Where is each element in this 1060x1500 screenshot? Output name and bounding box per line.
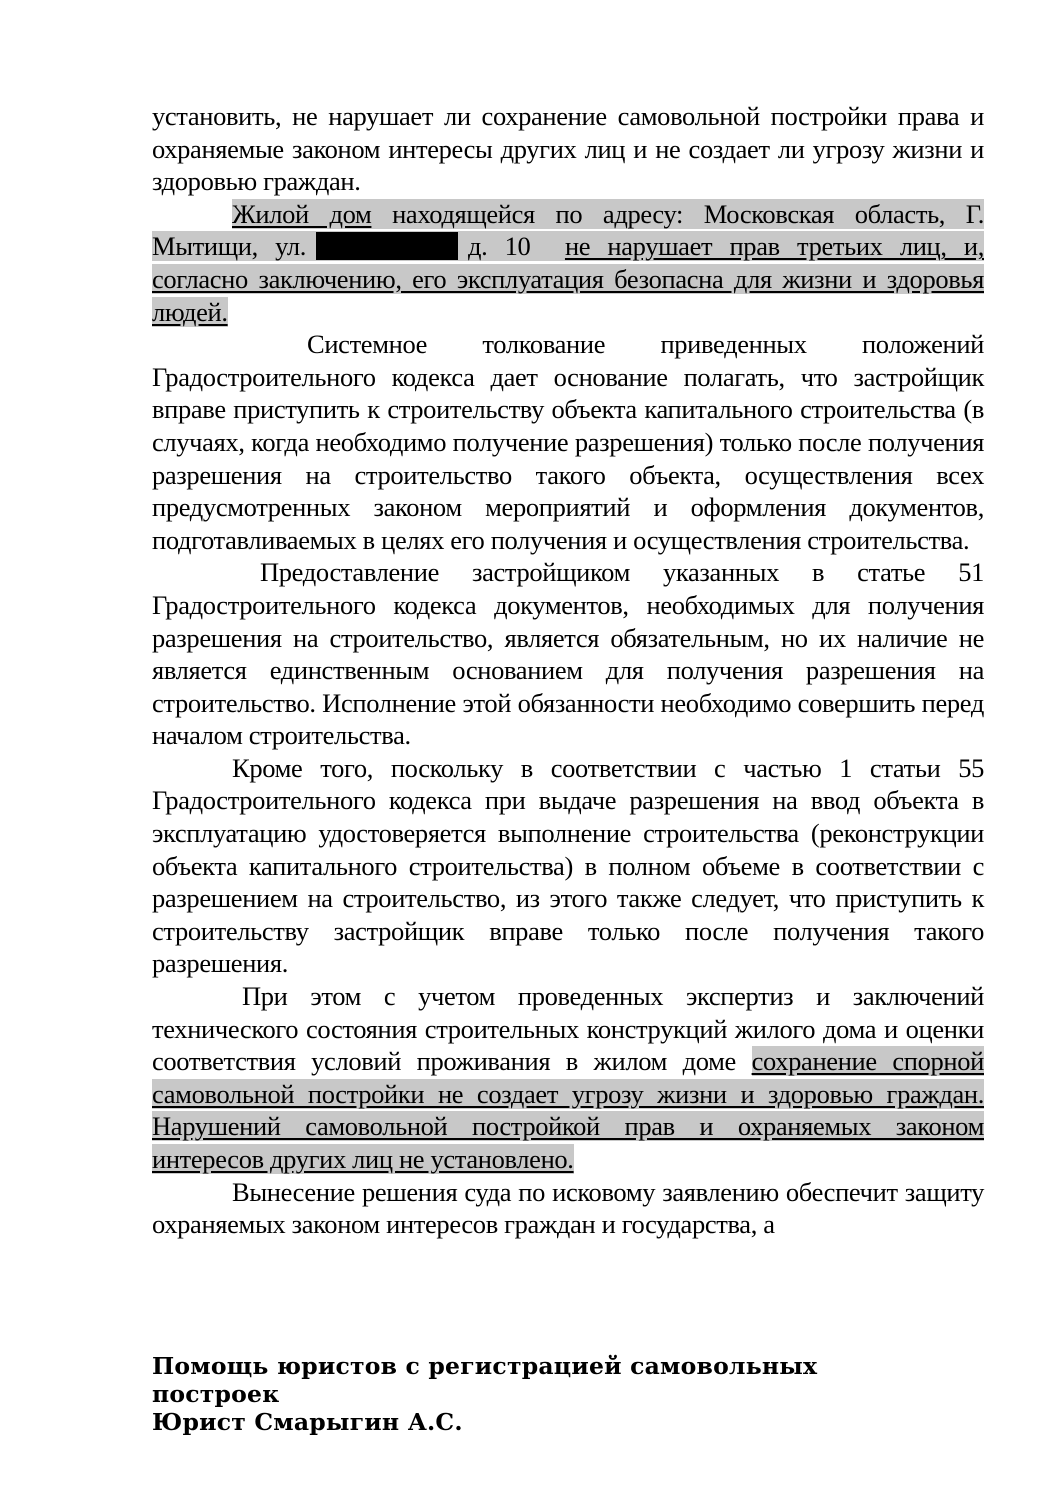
footer-heading-line-2: построек: [152, 1380, 280, 1408]
highlighted-conclusion: сохранение спорной самовольной постройки не создает угрозу жизни и здоровью граждан. Нарушений самовольной постройкой прав и охраняемых законом интересов других лиц не установлено.: [152, 1046, 984, 1174]
underlined-conclusion: не нарушает прав третьих лиц, и, согласно заключению, его эксплуатация безопасна для жизни и здоровья людей.: [152, 231, 984, 327]
document-body: [152, 100, 984, 1241]
footer-heading-line-1: Помощь юристов с регистрацией самовольных: [152, 1352, 818, 1380]
redacted-street-name: [316, 232, 458, 260]
paragraph-7: Вынесение решения суда по исковому заявлению обеспечит защиту охраняемых законом интересов граждан и государства, а: [152, 1176, 984, 1240]
highlighted-passage: [152, 199, 984, 327]
house-number: д. 10: [468, 231, 531, 262]
paragraph-6-plain: При этом с учетом проведенных экспертиз и заключений технического состояния строительных конструкций жилого дома и оценки соответствия условий проживания в жилом доме: [152, 981, 984, 1077]
paragraph-5: Кроме того, поскольку в соответствии с частью 1 статьи 55 Градостроительного кодекса при выдаче разрешения на ввод объекта в эксплуатацию удостоверяется выполнение строительства (реконструкции объекта капитального строительства) в полном объеме в соответствии с разрешением на строительство, из этого также следует, что приступить к строительству застройщик вправе только после получения такого разрешения.: [152, 752, 984, 979]
footer-signature: [152, 1352, 817, 1436]
footer-author: Юрист Смарыгин А.С.: [152, 1408, 463, 1436]
paragraph-2: [152, 198, 984, 328]
paragraph-4: Предоставление застройщиком указанных в статье 51 Градостроительного кодекса документов, необходимых для получения разрешения на строительство, является обязательным, но их наличие не является единственным основанием для получения разрешения на строительство. Исполнение этой обязанности необходимо совершить перед началом строительства.: [152, 557, 984, 751]
paragraph-1: установить, не нарушает ли сохранение самовольной постройки права и охраняемые законом интересы других лиц и не создает ли угрозу жизни и здоровью граждан.: [152, 101, 984, 197]
paragraph-6: [152, 980, 984, 1176]
paragraph-3: Системное толкование приведенных положений Градостроительного кодекса дает основание полагать, что застройщик вправе приступить к строительству объекта капитального строительства (в случаях, когда необходимо получение разрешения) только после получения разрешения на строительство такого объекта, осуществления всех предусмотренных законом мероприятий и оформления документов, подготавливаемых в целях его получения и осуществления строительства.: [152, 329, 984, 555]
address-text: находящейся по адресу: Московская область, Г. Мытищи, ул.: [152, 198, 984, 262]
underlined-lead: Жилой дом: [232, 198, 372, 229]
